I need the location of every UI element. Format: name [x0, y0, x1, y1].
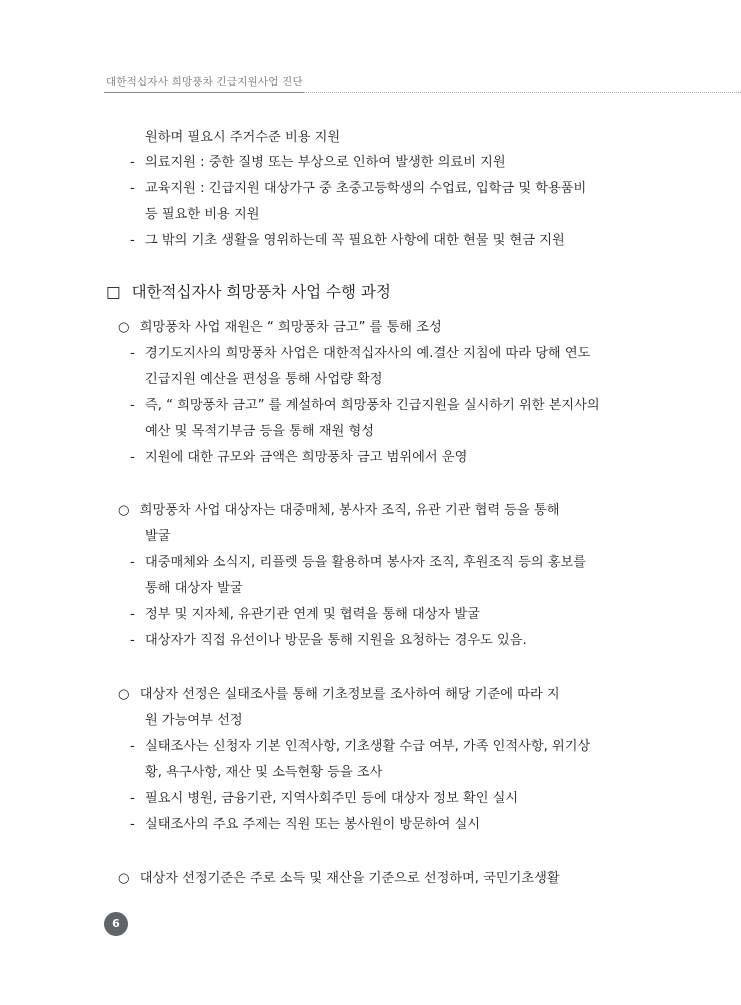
line-text: 대상자 선정기준은 주로 소득 및 재산을 기준으로 선정하며, 국민기초생활 — [139, 871, 560, 886]
text-line — [145, 709, 243, 728]
line-text: 대상자가 직접 유선이나 방문을 통해 지원을 요청하는 경우도 있음. — [144, 633, 527, 648]
text-line — [145, 126, 340, 145]
line-text: 교육지원 : 긴급지원 대상가구 중 초중고등학생의 수업료, 입학금 및 학용품비 — [144, 181, 587, 196]
dash-marker: - — [130, 633, 135, 648]
line-text: 경기도지사의 희망풍차 사업은 대한적십자사의 예.결산 지침에 따라 당해 연도 — [144, 346, 591, 361]
text-line — [145, 761, 382, 780]
dash-item — [130, 446, 467, 465]
section-heading — [106, 280, 391, 302]
dash-marker: - — [130, 555, 135, 570]
dash-item — [130, 151, 506, 170]
dash-item — [130, 813, 480, 832]
header-dotted-rule — [304, 92, 741, 93]
dash-item — [130, 603, 480, 622]
text-line — [145, 368, 383, 387]
header-rule — [104, 92, 304, 93]
line-text: 실태조사는 신청자 기본 인적사항, 기초생활 수급 여부, 가족 인적사항, 위기상 — [144, 739, 591, 754]
line-text: 즉, “ 희망풍차 금고” 를 계설하여 희망풍차 긴급지원을 실시하기 위한 본지사의 — [144, 398, 600, 413]
dash-marker: - — [130, 155, 135, 170]
line-text: 대상자 선정은 실태조사를 통해 기초정보를 조사하여 해당 기준에 따라 지 — [139, 687, 560, 702]
line-text: 원하며 필요시 주거수준 비용 지원 — [145, 130, 341, 145]
dash-item — [130, 394, 600, 413]
line-text: 의료지원 : 중한 질병 또는 부상으로 인하여 발생한 의료비 지원 — [144, 155, 506, 170]
dash-marker: - — [130, 607, 135, 622]
line-text: 긴급지원 예산을 편성을 통해 사업량 확정 — [145, 372, 383, 387]
line-text: 지원에 대한 규모와 금액은 희망풍차 금고 범위에서 운영 — [144, 450, 468, 465]
checkbox-square-icon: □ — [106, 283, 121, 301]
line-text: 대중매체와 소식지, 리플렛 등을 활용하며 봉사자 조직, 후원조직 등의 홍보를 — [144, 555, 586, 570]
dash-item — [130, 629, 527, 648]
dash-item — [130, 735, 590, 754]
line-text: 필요시 병원, 금융기관, 지역사회주민 등에 대상자 정보 확인 실시 — [144, 791, 519, 806]
text-line — [145, 525, 170, 544]
dash-item — [130, 787, 518, 806]
line-text: 정부 및 지자체, 유관기관 연계 및 협력을 통해 대상자 발굴 — [144, 607, 480, 622]
line-text: 예산 및 목적기부금 등을 통해 재원 형성 — [145, 424, 374, 439]
circle-bullet-icon: ○ — [118, 503, 130, 518]
circle-bullet-icon: ○ — [118, 320, 130, 335]
line-text: 통해 대상자 발굴 — [145, 581, 243, 596]
dash-marker: - — [130, 817, 135, 832]
circle-bullet-icon: ○ — [118, 687, 130, 702]
text-line — [145, 203, 260, 222]
line-text: 그 밖의 기초 생활을 영위하는데 꼭 필요한 사항에 대한 현물 및 현금 지원 — [144, 233, 565, 248]
dash-marker: - — [130, 450, 135, 465]
dash-marker: - — [130, 181, 135, 196]
line-text: 실태조사의 주요 주제는 직원 또는 봉사원이 방문하여 실시 — [144, 817, 481, 832]
text-line — [145, 577, 243, 596]
dash-item — [130, 229, 565, 248]
page-number-badge: 6 — [104, 912, 128, 936]
dash-marker: - — [130, 233, 135, 248]
dash-marker: - — [130, 791, 135, 806]
line-text: 희망풍차 사업 대상자는 대중매체, 봉사자 조직, 유관 기관 협력 등을 통해 — [139, 503, 560, 518]
circle-bullet-icon: ○ — [118, 871, 130, 886]
line-text: 황, 욕구사항, 재산 및 소득현황 등을 조사 — [145, 765, 383, 780]
section-title: 대한적십자사 희망풍차 사업 수행 과정 — [131, 283, 391, 301]
circle-item — [118, 499, 559, 518]
dash-marker: - — [130, 739, 135, 754]
text-line — [145, 420, 374, 439]
dash-item — [130, 342, 590, 361]
dash-item — [130, 551, 586, 570]
dash-marker: - — [130, 398, 135, 413]
dash-item — [130, 177, 586, 196]
circle-item — [118, 316, 442, 335]
line-text: 발굴 — [145, 529, 171, 544]
line-text: 희망풍차 사업 재원은 “ 희망풍차 금고” 를 통해 조성 — [139, 320, 442, 335]
circle-item — [118, 867, 560, 886]
dash-marker: - — [130, 346, 135, 361]
line-text: 등 필요한 비용 지원 — [145, 207, 260, 222]
circle-item — [118, 683, 560, 702]
line-text: 원 가능여부 선정 — [145, 713, 243, 728]
running-header: 대한적십자사 희망풍차 긴급지원사업 진단 — [106, 76, 303, 88]
